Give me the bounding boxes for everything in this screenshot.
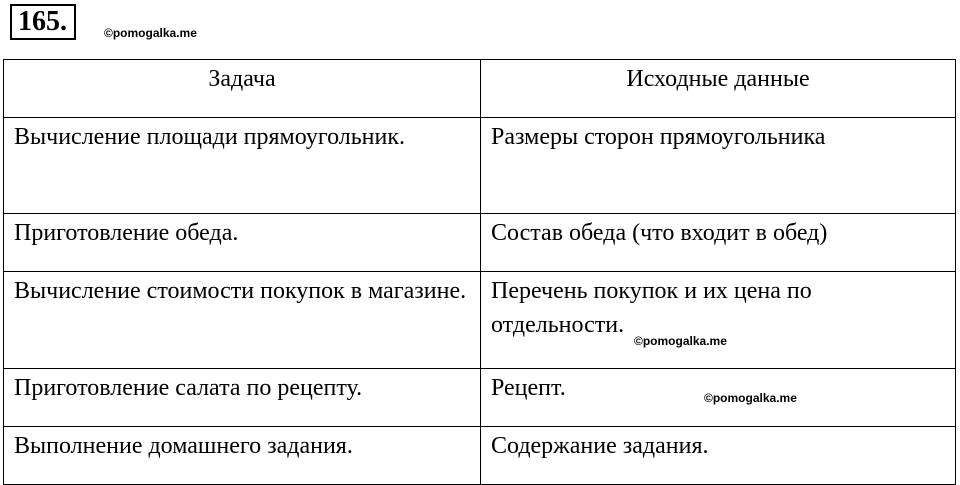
source-data-cell: Состав обеда (что входит в обед) bbox=[481, 214, 956, 272]
column-header-source-data: Исходные данные bbox=[481, 60, 956, 118]
task-cell: Приготовление салата по рецепту. bbox=[4, 369, 481, 427]
task-cell: Вычисление площади прямоугольник. bbox=[4, 118, 481, 214]
task-cell: Приготовление обеда. bbox=[4, 214, 481, 272]
source-data-cell: Перечень покупок и их цена по отдельности. bbox=[481, 272, 956, 369]
table-row bbox=[4, 369, 956, 427]
source-data-cell: Содержание задания. bbox=[481, 427, 956, 485]
watermark-middle: ©pomogalka.me bbox=[634, 334, 727, 348]
table-row bbox=[4, 118, 956, 214]
task-cell: Выполнение домашнего задания. bbox=[4, 427, 481, 485]
watermark-lower: ©pomogalka.me bbox=[704, 391, 797, 405]
task-number: 165. bbox=[10, 4, 76, 40]
task-table bbox=[3, 59, 956, 485]
table-header-row bbox=[4, 60, 956, 118]
table-row bbox=[4, 427, 956, 485]
column-header-task: Задача bbox=[4, 60, 481, 118]
table-row bbox=[4, 214, 956, 272]
source-data-cell: Размеры сторон прямоугольника bbox=[481, 118, 956, 214]
watermark-top: ©pomogalka.me bbox=[104, 26, 197, 40]
task-cell: Вычисление стоимости покупок в магазине. bbox=[4, 272, 481, 369]
source-data-cell: Рецепт. bbox=[481, 369, 956, 427]
table-row bbox=[4, 272, 956, 369]
